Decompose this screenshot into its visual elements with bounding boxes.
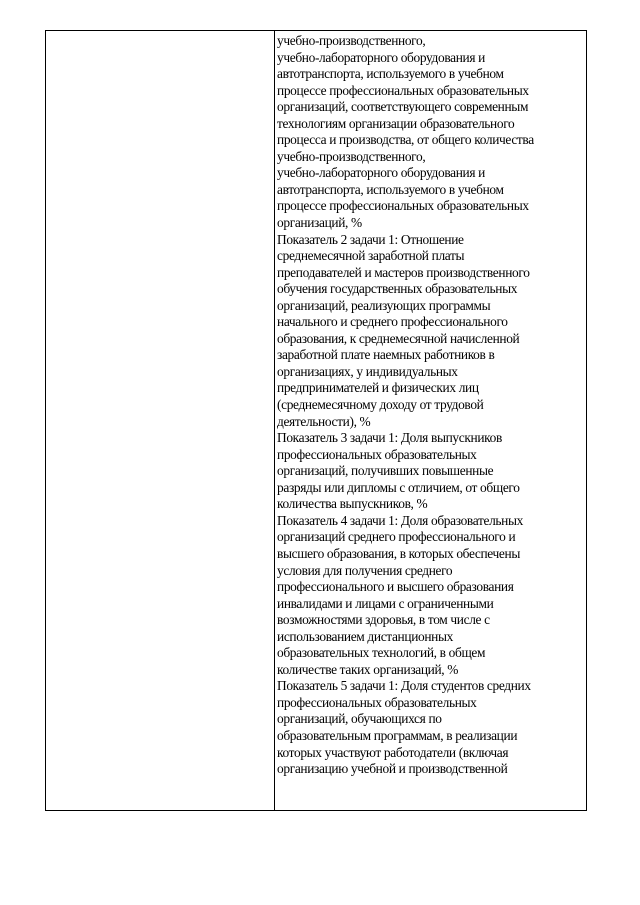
text-line: Показатель 2 задачи 1: Отношение (277, 231, 464, 247)
text-line: Показатель 3 задачи 1: Доля выпускников (277, 430, 502, 446)
text-line: количества выпускников, % (277, 496, 428, 512)
document-table (45, 30, 587, 811)
text-line: процессе профессиональных образовательных (277, 82, 529, 98)
text-line: профессиональных образовательных (277, 446, 477, 462)
text-line: организаций, обучающихся по (277, 711, 442, 727)
text-line: условия для получения среднего (277, 562, 453, 578)
text-line: организацию учебной и производственной (277, 761, 508, 777)
text-line: организаций, % (277, 215, 362, 231)
text-line: автотранспорта, используемого в учебном (277, 66, 504, 82)
text-line: образовательным программам, в реализации (277, 727, 518, 743)
text-line: возможностями здоровья, в том числе с (277, 612, 490, 628)
text-line: профессиональных образовательных (277, 694, 477, 710)
text-line: профессионального и высшего образования (277, 579, 514, 595)
text-line: которых участвуют работодатели (включая (277, 744, 509, 760)
text-line: процесса и производства, от общего количества (277, 132, 534, 148)
text-line: учебно-производственного, (277, 148, 426, 164)
text-line: организаций, реализующих программы (277, 297, 491, 313)
text-line: образовательных технологий, в общем (277, 645, 486, 661)
text-line: организаций, получивших повышенные (277, 463, 494, 479)
text-line: учебно-лабораторного оборудования и (277, 49, 485, 65)
table-cell-right (275, 31, 586, 810)
text-line: высшего образования, в которых обеспечены (277, 545, 520, 561)
text-line: (среднемесячному доходу от трудовой (277, 397, 484, 413)
text-line: преподавателей и мастеров производственного (277, 264, 530, 280)
text-line: Показатель 5 задачи 1: Доля студентов средних (277, 678, 531, 694)
text-line: количестве таких организаций, % (277, 661, 459, 677)
text-line: технологиям организации образовательного (277, 115, 515, 131)
text-line: образования, к среднемесячной начисленной (277, 330, 520, 346)
text-line: организаций, соответствующего современным (277, 99, 529, 115)
text-line: предпринимателей и физических лиц (277, 380, 479, 396)
table-cell-left (46, 31, 275, 810)
text-line: разряды или дипломы с отличием, от общего (277, 479, 520, 495)
text-line: Показатель 4 задачи 1: Доля образовательных (277, 512, 523, 528)
text-line: заработной плате наемных работников в (277, 347, 495, 363)
text-line: инвалидами и лицами с ограниченными (277, 595, 494, 611)
text-line: обучения государственных образовательных (277, 281, 518, 297)
text-line: учебно-лабораторного оборудования и (277, 165, 485, 181)
text-line: деятельности), % (277, 413, 371, 429)
text-line: учебно-производственного, (277, 33, 426, 48)
text-line: среднемесячной заработной платы (277, 248, 465, 264)
text-line: процессе профессиональных образовательных (277, 198, 529, 214)
text-line: использованием дистанционных (277, 628, 453, 644)
text-line: организаций среднего профессионального и (277, 529, 516, 545)
text-line: автотранспорта, используемого в учебном (277, 181, 504, 197)
text-line: начального и среднего профессионального (277, 314, 508, 330)
text-line: организациях, у индивидуальных (277, 363, 458, 379)
